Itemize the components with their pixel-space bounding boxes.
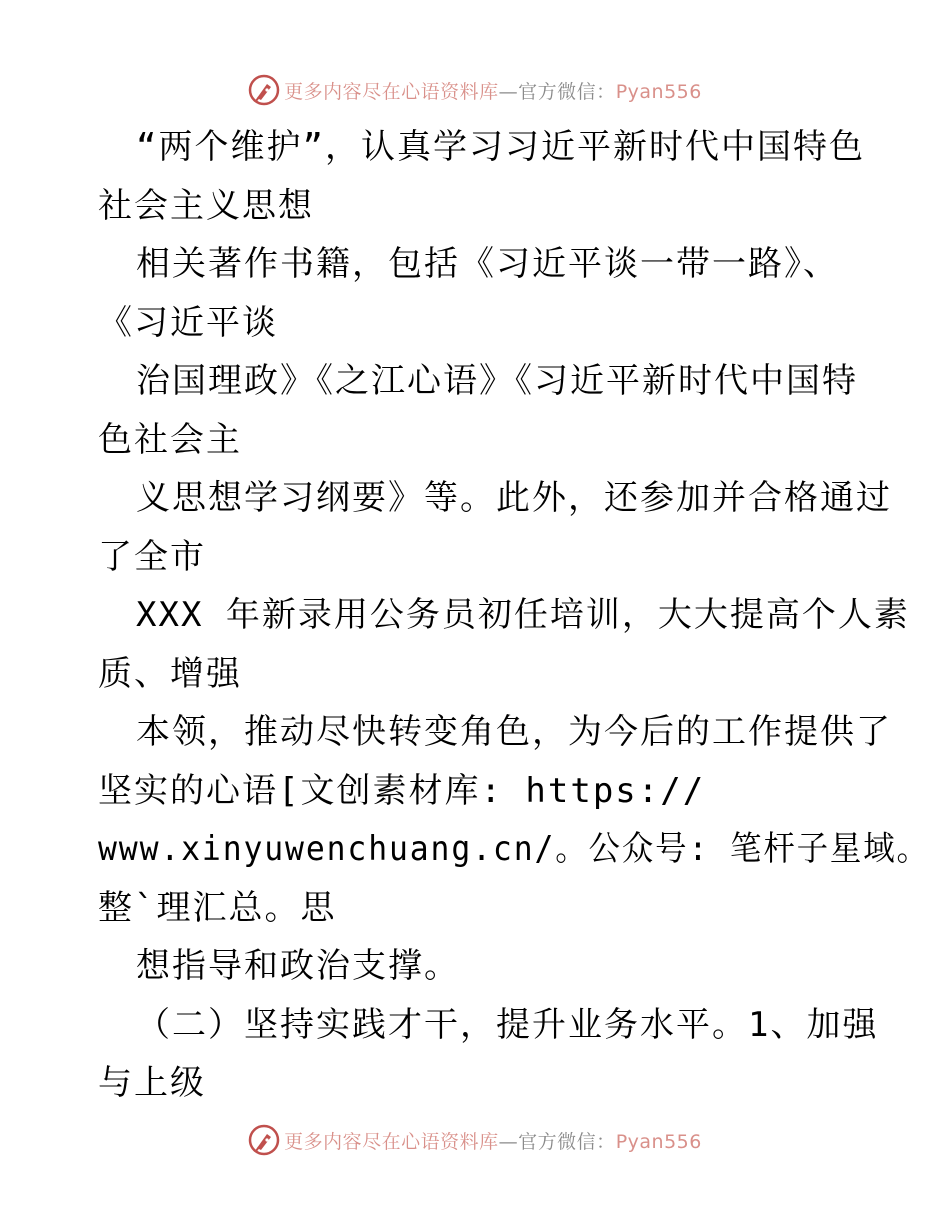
watermark-text: [284, 77, 702, 104]
text-line: XXX 年新录用公务员初任培训，大大提高个人素: [136, 595, 910, 635]
text-line: 本领，推动尽快转变角色，为今后的工作提供了: [136, 712, 892, 752]
text-line: 相关著作书籍，包括《习近平谈一带一路》、: [136, 244, 839, 284]
watermark-text: [284, 1127, 702, 1154]
watermark-wechat-id: Pyan556: [615, 80, 702, 103]
text-line: www.xinyuwenchuang.cn/。公众号: 笔杆子星域。: [98, 829, 930, 869]
text-line: 治国理政》《之江心语》《习近平新时代中国特: [136, 361, 858, 401]
text-line: 与上级: [98, 1063, 206, 1103]
pen-nib-logo-icon: [248, 1124, 280, 1156]
text-line: 色社会主: [98, 419, 242, 460]
text-line: 整`理汇总。思: [98, 887, 337, 928]
text-line: 了全市: [98, 536, 206, 577]
document-body: [98, 118, 930, 1113]
watermark-official: 官方微信：: [518, 1130, 616, 1153]
watermark-main: 更多内容尽在心语资料库: [284, 80, 499, 103]
watermark-wechat-id: Pyan556: [615, 1130, 702, 1153]
text-line: “两个维护”，认真学习习近平新时代中国特色: [136, 127, 865, 167]
pen-nib-logo-icon: [248, 74, 280, 106]
text-line: 质、增强: [98, 653, 242, 694]
header-watermark: [0, 70, 950, 110]
text-line: （二）坚持实践才干，提升业务水平。1、加强: [136, 1004, 879, 1045]
text-line: 社会主义思想: [98, 185, 314, 226]
watermark-official: 官方微信：: [518, 80, 616, 103]
watermark-main: 更多内容尽在心语资料库: [284, 1130, 499, 1153]
text-line: 坚实的心语[文创素材库: https://: [98, 770, 706, 811]
watermark-dash: —: [498, 80, 519, 103]
text-line: 《习近平谈: [98, 302, 278, 343]
watermark-dash: —: [498, 1130, 519, 1153]
text-line: 想指导和政治支撑。: [136, 946, 460, 986]
footer-watermark: [0, 1120, 950, 1160]
text-line: 义思想学习纲要》等。此外，还参加并合格通过: [136, 478, 892, 518]
